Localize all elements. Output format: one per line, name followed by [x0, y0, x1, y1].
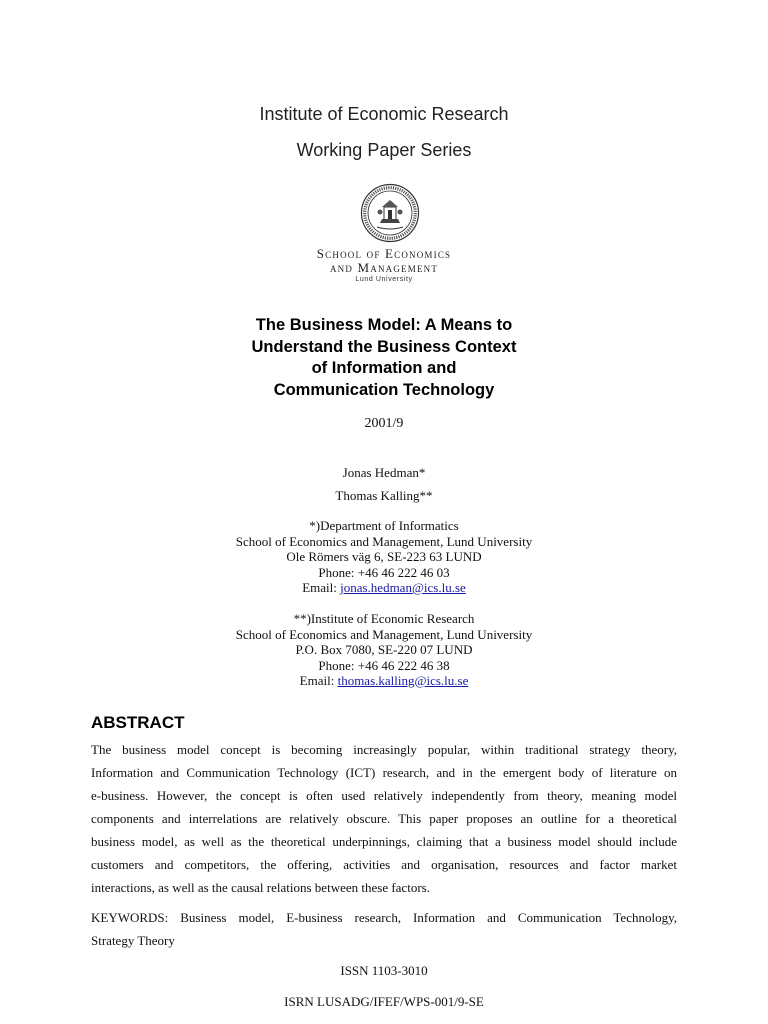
institute-name: Institute of Economic Research — [259, 104, 509, 124]
abstract-line: business model, as well as the theoretical underpinnings, claiming that a business model should include — [91, 834, 677, 849]
email-label: Email: — [302, 580, 341, 595]
keywords-line: KEYWORDS: Business model, E-business research, Information and Communication Technology, — [91, 910, 677, 925]
affiliation-hedman — [0, 518, 768, 596]
school-name — [0, 247, 768, 275]
affiliation-line: P.O. Box 7080, SE-220 07 LUND — [295, 642, 473, 657]
lund-university-seal-icon — [360, 183, 420, 243]
abstract-heading: ABSTRACT — [91, 713, 185, 732]
email-link-kalling[interactable]: thomas.kalling@ics.lu.se — [337, 673, 469, 688]
abstract-line: components and interrelations are relatively obscure. This paper proposes an outline for a theoretical — [91, 811, 677, 826]
keywords-line: Strategy Theory — [91, 933, 175, 948]
affiliation-line: Phone: +46 46 222 46 38 — [318, 657, 450, 673]
series-name: Working Paper Series — [296, 140, 472, 160]
title-line: Understand the Business Context — [251, 337, 517, 356]
school-line-2: and Management — [329, 260, 439, 275]
affiliation-line: *)Department of Informatics — [309, 518, 459, 533]
abstract-line: e-business. However, the concept is often used relatively independently from theory, meaning model — [91, 788, 677, 803]
university-name: Lund University — [355, 276, 413, 283]
title-line: of Information and — [311, 359, 457, 377]
keywords — [91, 906, 677, 952]
affiliation-kalling — [0, 611, 768, 689]
paper-title — [0, 315, 768, 401]
affiliation-line: **)Institute of Economic Research — [293, 611, 475, 626]
affiliation-line: School of Economics and Management, Lund University — [235, 626, 533, 642]
affiliation-line: Ole Römers väg 6, SE-223 63 LUND — [286, 549, 482, 564]
abstract-line: Information and Communication Technology (ICT) research, and in the emergent body of literature on — [91, 765, 677, 780]
abstract-body — [91, 738, 677, 899]
title-line: The Business Model: A Means to — [255, 316, 513, 334]
email-line — [0, 580, 768, 596]
affiliation-line: Phone: +46 46 222 46 03 — [318, 564, 450, 580]
abstract-line: The business model concept is becoming increasingly popular, within traditional strategy theory, — [91, 742, 677, 757]
school-line-1: School of Economics — [316, 246, 452, 261]
title-line: Communication Technology — [273, 380, 495, 399]
isrn: ISRN LUSADG/IFEF/WPS-001/9-SE — [284, 994, 484, 1009]
abstract-line: interactions, as well as the causal relations between these factors. — [91, 880, 430, 895]
affiliation-line: School of Economics and Management, Lund University — [235, 533, 533, 549]
author-hedman: Jonas Hedman* — [342, 465, 426, 480]
email-line — [0, 673, 768, 689]
author-kalling: Thomas Kalling** — [335, 488, 433, 503]
abstract-line: customers and competitors, the offering, activities and organisation, resources and factor market — [91, 857, 677, 872]
email-link-hedman[interactable]: jonas.hedman@ics.lu.se — [340, 580, 466, 595]
email-label: Email: — [299, 673, 338, 688]
paper-number: 2001/9 — [364, 416, 404, 431]
issn: ISSN 1103-3010 — [340, 963, 428, 978]
